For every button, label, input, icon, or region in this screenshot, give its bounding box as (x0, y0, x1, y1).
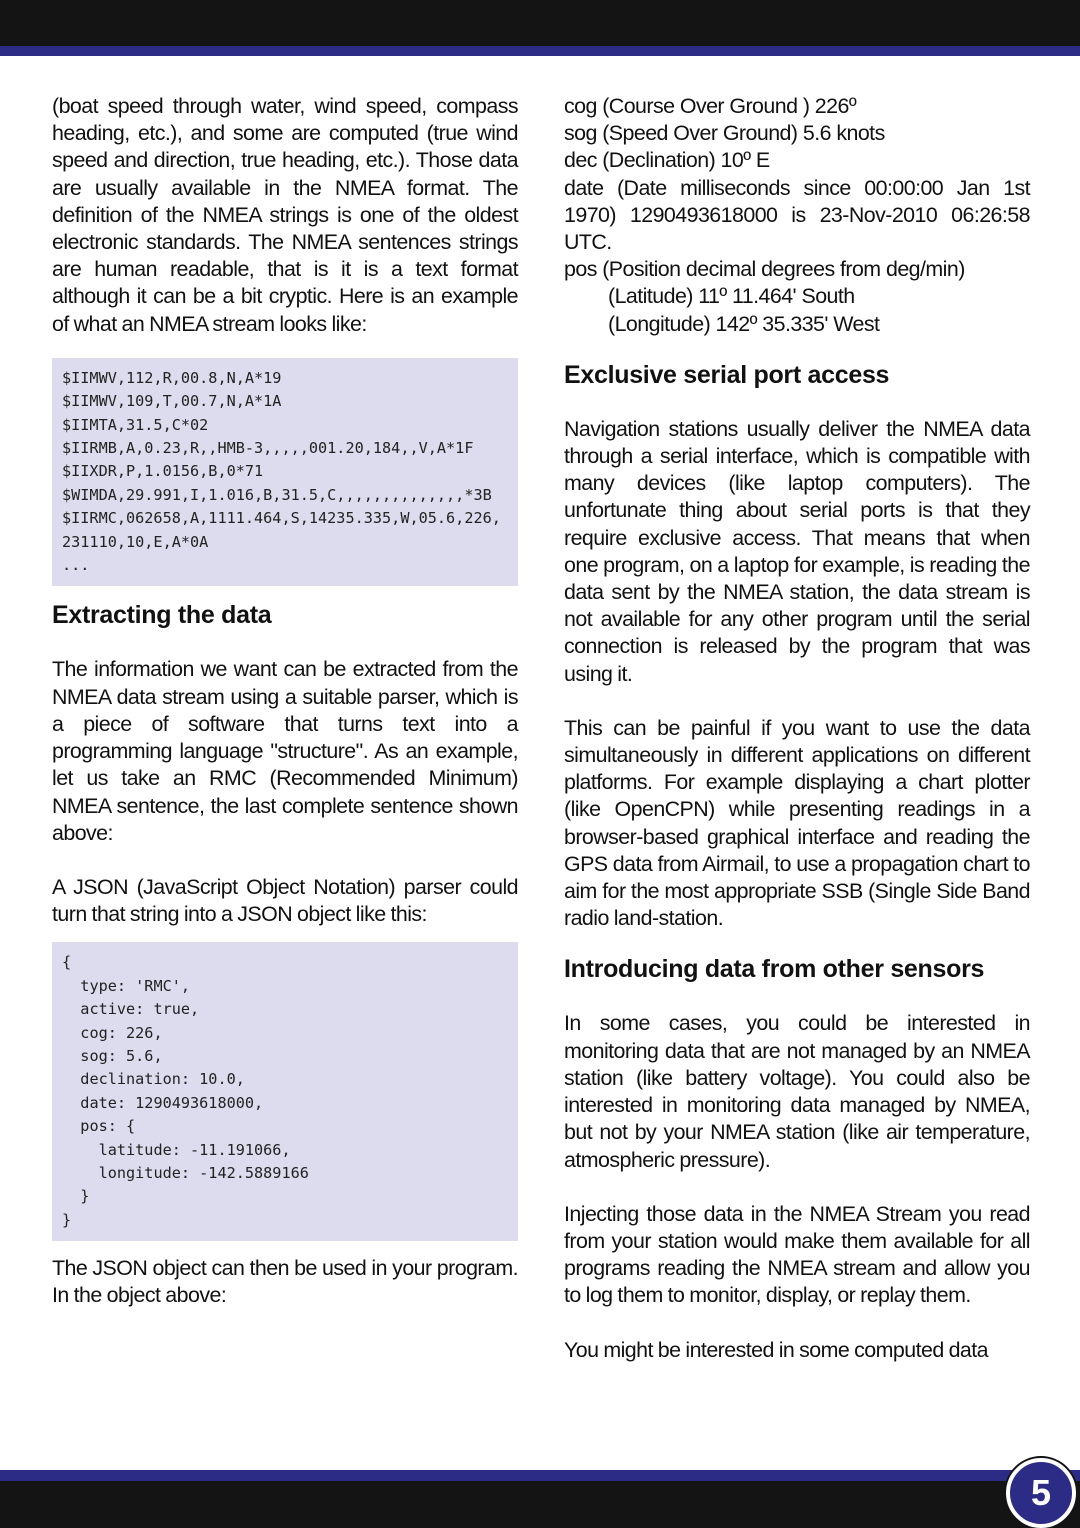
header-bar (0, 0, 1080, 46)
intro-paragraph: (boat speed through water, wind speed, compass heading, etc.), and some are computed (true wind speed and direction, true heading, etc.). Those data are usually available in the NMEA format. The definition of the NMEA strings is one of the oldest electronic standards. The NMEA sentences strings are human readable, that is it is a text format although it can be a bit cryptic. Here is an example of what an NMEA stream looks like: (52, 94, 518, 336)
header-stripe (0, 46, 1080, 56)
json-usage-paragraph: The JSON object can then be used in your program. In the object above: (52, 1256, 518, 1308)
section-heading-sensors: Introducing data from other sensors (564, 955, 985, 984)
right-column (564, 93, 1030, 1364)
left-column (52, 93, 518, 1310)
json-code-block: { type: 'RMC', active: true, cog: 226, sog: 5.6, declination: 10.0, date: 1290493618000, pos: { latitude: -11.191066, longitude: -142.5889166 } } (52, 942, 518, 1241)
nmea-code-block: $IIMWV,112,R,00.8,N,A*19 $IIMWV,109,T,00.7,N,A*1A $IIMTA,31.5,C*02 $IIRMB,A,0.23,R,,HMB-3,,,,,001.20,184,,V,A*1F $IIXDR,P,1.0156,B,0*71 $WIMDA,29.991,I,1.016,B,31.5,C,,,,,,,,,,,,,,*3B $IIRMC,062658,A,1111.464,S,14235.335,W,05.6,226,231110,10,E,A*0A ... (52, 358, 518, 587)
sensors-paragraph-3: You might be interested in some computed data (564, 1337, 989, 1362)
footer-stripe (0, 1470, 1080, 1481)
footer-bar (0, 1481, 1080, 1528)
section-heading-serial: Exclusive serial port access (564, 360, 890, 389)
section-heading-extracting: Extracting the data (52, 601, 272, 630)
json-intro-paragraph: A JSON (JavaScript Object Notation) parser could turn that string into a JSON object like this: (52, 874, 518, 927)
serial-paragraph-1: Navigation stations usually deliver the NMEA data through a serial interface, which is compatible with many devices (like laptop computers). The unfortunate thing about serial ports is that they require exclusive access. That means that when one program, on a laptop for example, is reading the data sent by the NMEA station, the data stream is not available for any other program until the serial connection is released by the program that was using it. (564, 416, 1030, 686)
sog-line: sog (Speed Over Ground) 5.6 knots (564, 121, 885, 146)
page-number-badge: 5 (1006, 1458, 1076, 1528)
sensors-paragraph-2: Injecting those data in the NMEA Stream you read from your station would make them available for all programs reading the NMEA stream and allow you to log them to monitor, display, or replay them. (564, 1201, 1030, 1308)
serial-paragraph-2: This can be painful if you want to use the data simultaneously in different applications on different platforms. For example displaying a chart plotter (like OpenCPN) while presenting readings in a browser-based graphical interface and reading the GPS data from Airmail, to use a propagation chart to aim for the most appropriate SSB (Single Side Band radio land-station. (564, 715, 1030, 931)
extract-paragraph: The information we want can be extracted from the NMEA data stream using a suitable parser, which is a piece of software that turns text into a programming language "structure". As an example, let us take an RMC (Recommended Minimum) NMEA sentence, the last complete sentence shown above: (52, 657, 518, 845)
date-line: date (Date milliseconds since 00:00:00 Jan 1st 1970) 1290493618000 is 23-Nov-2010 06:26:58 UTC. (564, 175, 1030, 255)
latitude-line: (Latitude) 11º 11.464' South (608, 284, 855, 309)
sensors-paragraph-1: In some cases, you could be interested in monitoring data that are not managed by an NMEA station (like battery voltage). You could also be interested in monitoring data managed by NMEA, but not by your NMEA station (like air temperature, atmospheric pressure). (564, 1011, 1030, 1172)
dec-line: dec (Declination) 10º E (564, 148, 770, 173)
pos-line: pos (Position decimal degrees from deg/min) (564, 257, 965, 282)
cog-line: cog (Course Over Ground ) 226º (564, 94, 857, 118)
longitude-line: (Longitude) 142º 35.335' West (608, 311, 880, 336)
